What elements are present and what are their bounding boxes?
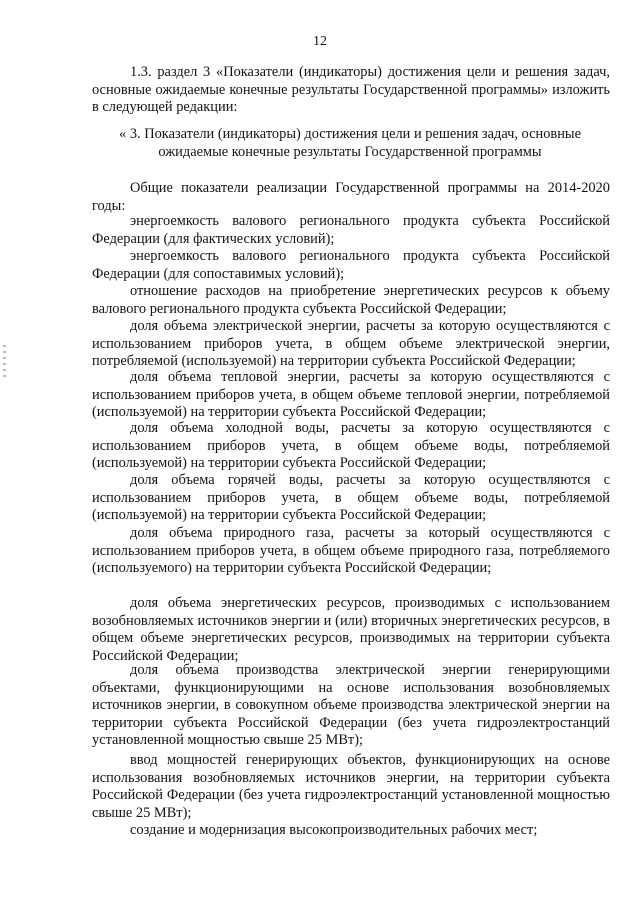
paragraph-renewable-generation-share: доля объема производства электрической энергии генерирующими объектами, функционирующими на основе использования возобновляемых источников энергии, в совокупном объеме производства электрической энергии на территории субъекта Российской Федерации (без учета гидроэлектростанций установленной мощностью свыше 25 МВт); (92, 662, 610, 749)
paragraph-expense-ratio: отношение расходов на приобретение энергетических ресурсов к объему валового регионального продукта субъекта Российской Федерации; (92, 283, 610, 317)
paragraph-renewable-capacity-input: ввод мощностей генерирующих объектов, функционирующих на основе использования возобновляемых источников энергии, на территории субъекта Российской Федерации (без учета гидроэлектростанций установленной мощностью свыше 25 МВт); (92, 752, 610, 821)
paragraph-general-indicators: Общие показатели реализации Государственной программы на 2014-2020 годы: (92, 180, 610, 214)
paragraph-renewable-resources-share: доля объема энергетических ресурсов, производимых с использованием возобновляемых источников энергии и (или) вторичных энергетических ресурсов, в общем объеме энергетических ресурсов, производимых на территории субъекта Российской Федерации; (92, 595, 610, 664)
paragraph-energy-intensity-comparable: энергоемкость валового регионального продукта субъекта Российской Федерации (для сопоставимых условий); (92, 248, 610, 282)
intro-paragraph: 1.3. раздел 3 «Показатели (индикаторы) достижения цели и решения задач, основные ожидаемые конечные результаты Государственной программы» изложить в следующей редакции: (92, 64, 610, 116)
paragraph-heat-energy-share: доля объема тепловой энергии, расчеты за которую осуществляются с использованием приборов учета, в общем объеме тепловой энергии, потребляемой (используемой) на территории субъекта Российской Федерации; (92, 369, 610, 421)
paragraph-natural-gas-share: доля объема природного газа, расчеты за который осуществляются с использованием приборов учета, в общем объеме природного газа, потребляемого (используемого) на территории субъекта Российской Федерации; (92, 525, 610, 577)
scan-margin-marks (3, 345, 6, 379)
page-number: 12 (313, 34, 327, 49)
paragraph-energy-intensity-actual: энергоемкость валового регионального продукта субъекта Российской Федерации (для фактических условий); (92, 213, 610, 247)
paragraph-high-productivity-jobs: создание и модернизация высокопроизводительных рабочих мест; (130, 822, 538, 838)
paragraph-electric-energy-share: доля объема электрической энергии, расчеты за которую осуществляются с использованием приборов учета, в общем объеме электрической энергии, потребляемой (используемой) на территории субъекта Российской Федерации; (92, 318, 610, 370)
paragraph-cold-water-share: доля объема холодной воды, расчеты за которую осуществляются с использованием приборов учета, в общем объеме воды, потребляемой (используемой) на территории субъекта Российской Федерации; (92, 420, 610, 472)
paragraph-hot-water-share: доля объема горячей воды, расчеты за которую осуществляются с использованием приборов учета, в общем объеме воды, потребляемой (используемой) на территории субъекта Российской Федерации; (92, 472, 610, 524)
section-heading: « 3. Показатели (индикаторы) достижения цели и решения задач, основные ожидаемые конечные результаты Государственной программы (119, 126, 581, 160)
